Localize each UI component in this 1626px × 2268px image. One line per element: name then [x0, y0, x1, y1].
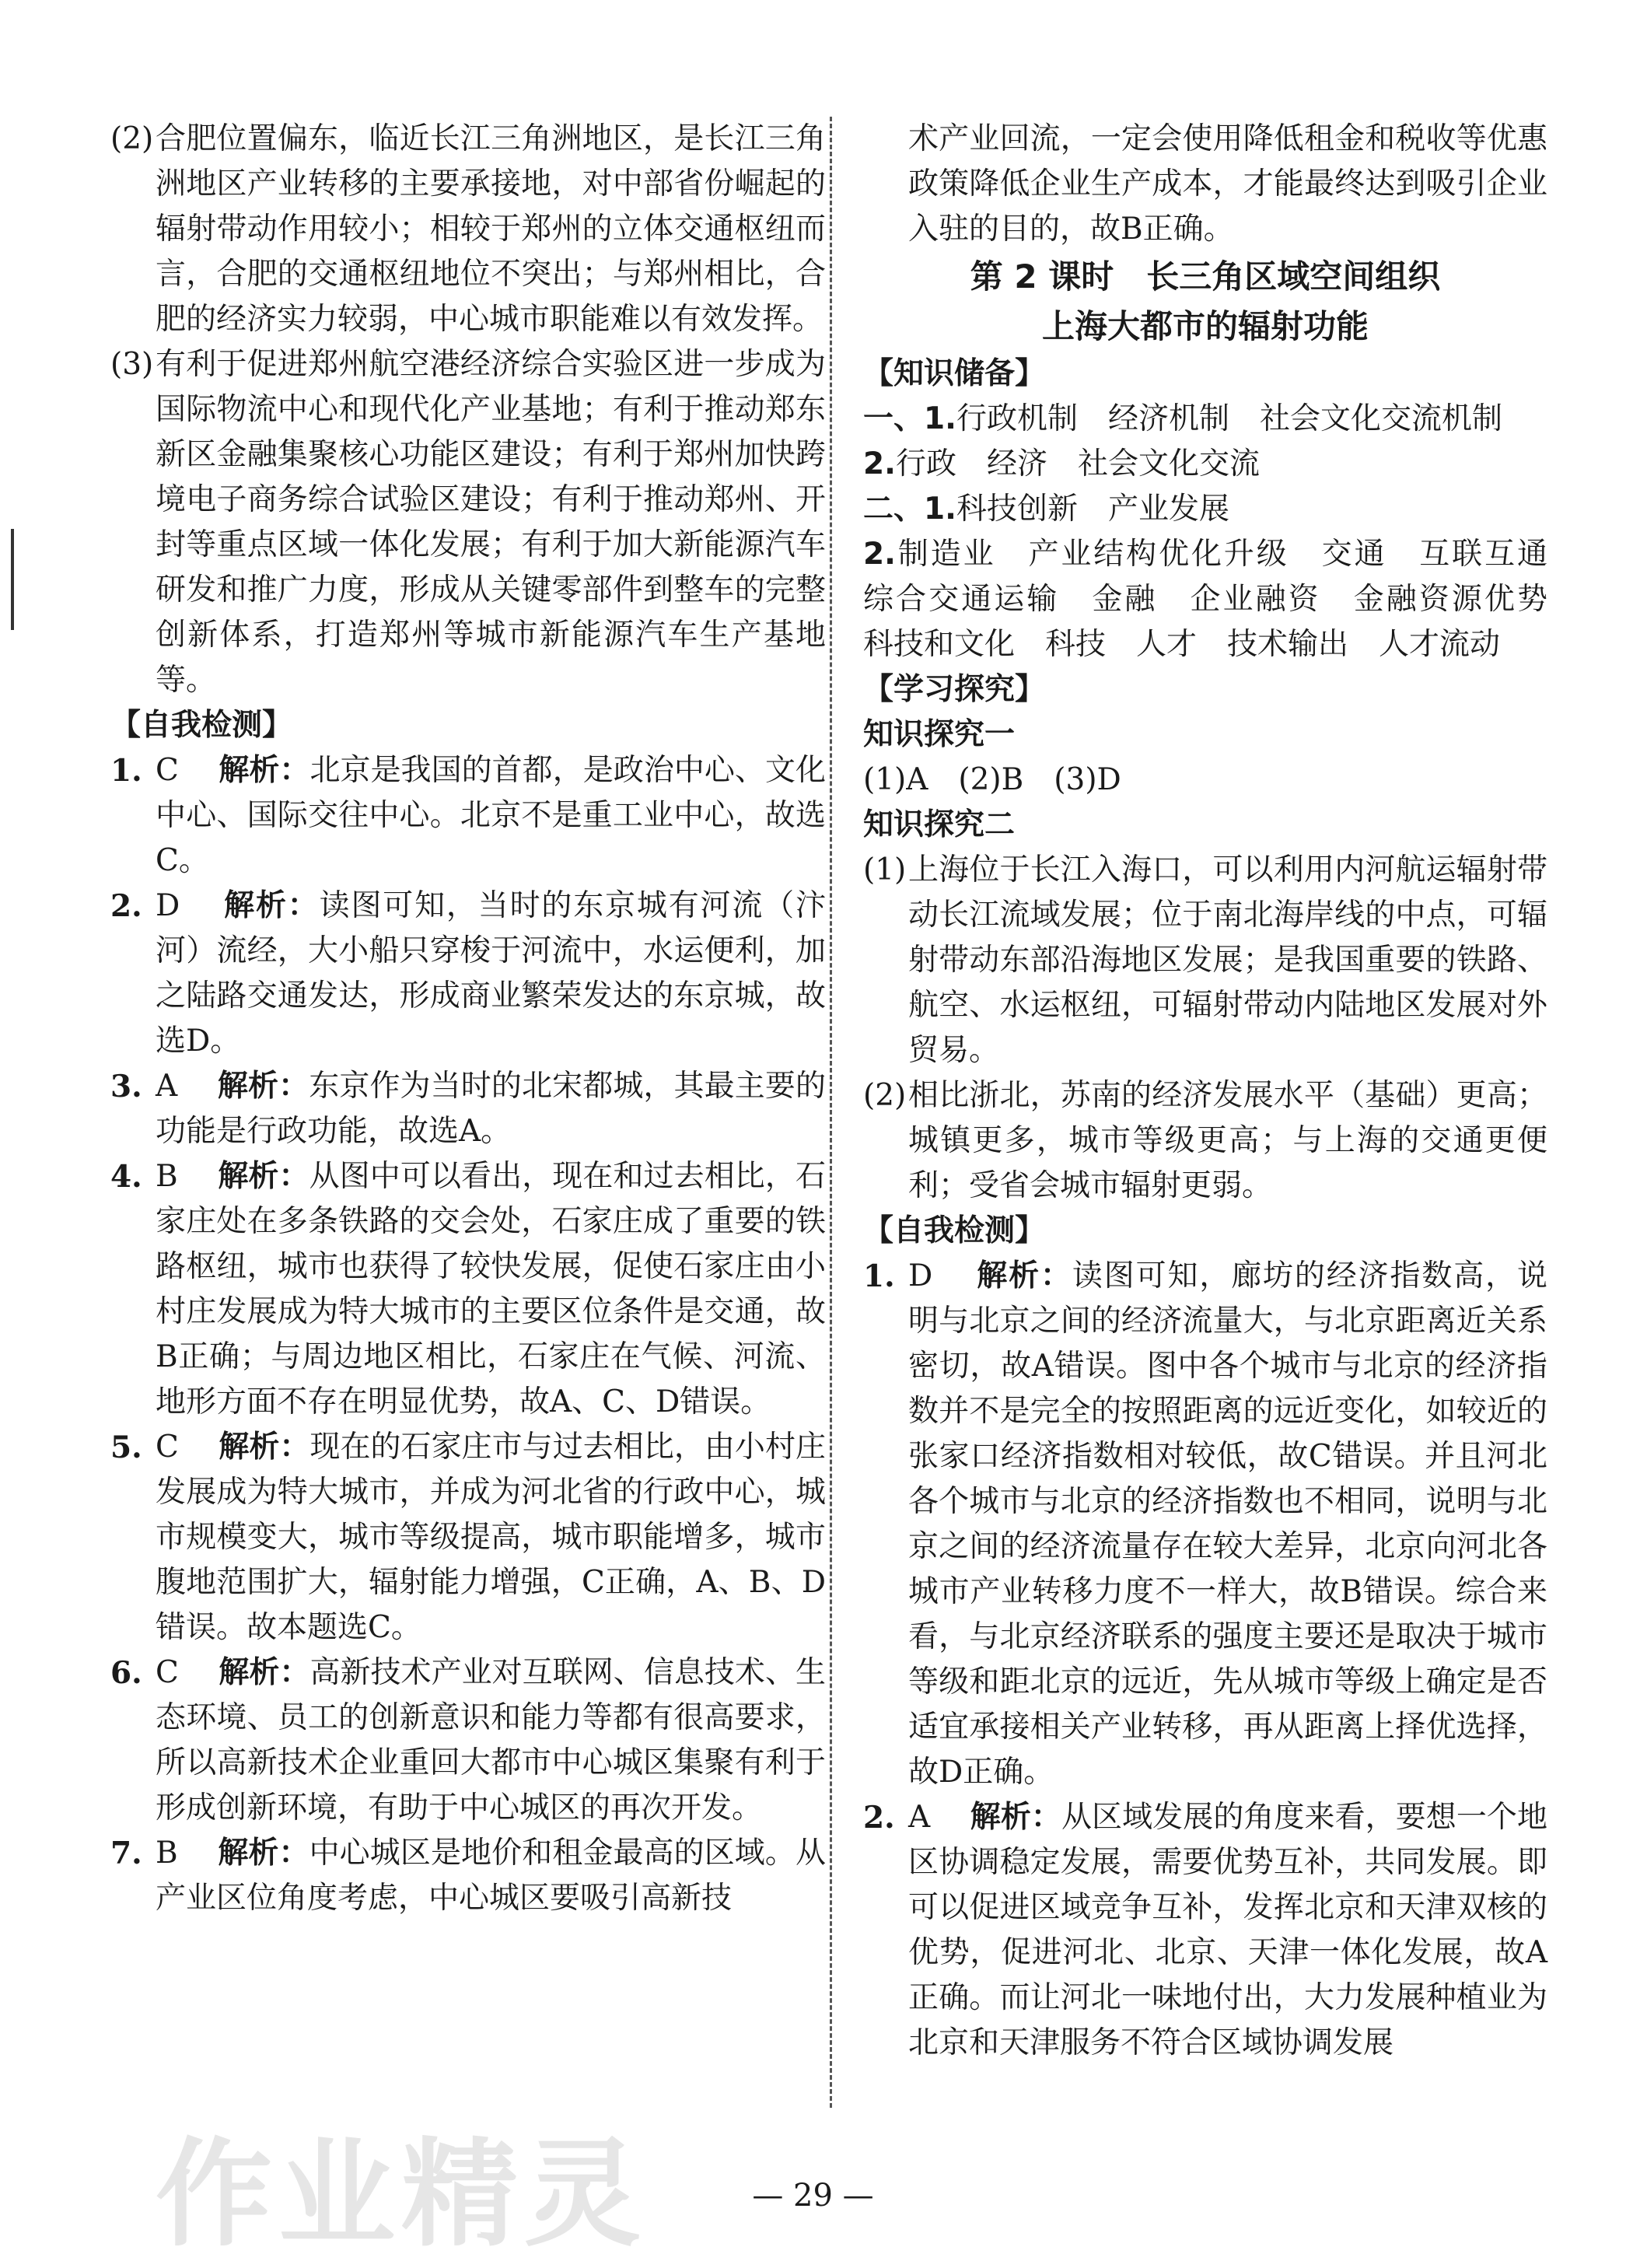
analysis-text: 读图可知，廊坊的经济指数高，说明与北京之间的经济流量大，与北京距离近关系密切，故A错误。图中各个城市与北京的经济指数并不是完全的按照距离的远近变化，如较近的张家口经济指数相对较低，故C错误。并且河北各个城市与北京的经济指数也不相同，说明与北京之间的经济流量存在较大差异，北京向河北各城市产业转移力度不一样大，故B错误。综合来看，与北京经济联系的强度主要还是取决于城市等级和距北京的远近，先从城市等级上确定是否适宜承接相关产业转移，再从距离上择优选择，故D正确。	[908, 1258, 1547, 1790]
answer-number: 4.	[110, 1159, 142, 1195]
continued-analysis	[863, 117, 1547, 252]
explore2-heading: 知识探究二	[863, 807, 1016, 842]
continued-text: 术产业回流，一定会使用降低租金和税收等优惠政策降低企业生产成本，才能最终达到吸引企业入驻的目的，故B正确。	[908, 121, 1547, 247]
analysis-label: 解析：	[217, 1069, 309, 1104]
answer-q3	[110, 342, 826, 703]
answer-number: 1.	[110, 753, 142, 789]
analysis-label: 解析：	[219, 1655, 310, 1690]
analysis-text: 高新技术产业对互联网、信息技术、生态环境、员工的创新意识和能力等都有很高要求，所以高新技术企业重回大都市中心城区集聚有利于形成创新环境，有助于中心城区的再次开发。	[156, 1655, 826, 1825]
item-label: (3)	[110, 347, 154, 382]
knowledge-line	[863, 442, 1547, 487]
answer-q2	[110, 117, 826, 342]
lesson-title-line2: 上海大都市的辐射功能	[1041, 307, 1369, 345]
answer-choice: D	[156, 888, 180, 923]
answer-number: 3.	[110, 1069, 142, 1104]
answer-choice: C	[156, 753, 179, 788]
answer-item	[110, 884, 826, 1064]
analysis-label: 解析：	[977, 1258, 1072, 1293]
explore1-answers: (1)A (2)B (3)D	[863, 762, 1121, 797]
analysis-label: 解析：	[218, 1159, 309, 1194]
analysis-text: 从区域发展的角度来看，要想一个地区协调稳定发展，需要优势互补，共同发展。即可以促进区域竞争互补，发挥北京和天津双核的优势，促进河北、北京、天津一体化发展，故A正确。而让河北一味地付出，大力发展种植业为北京和天津服务不符合区域协调发展	[908, 1800, 1547, 2060]
knowledge-line	[863, 532, 1579, 667]
explore2-item	[863, 1073, 1547, 1209]
knowledge-prefix: 2.	[863, 446, 896, 481]
lesson-title-line1: 第 2 课时 长三角区域空间组织	[970, 257, 1441, 296]
answer-number: 5.	[110, 1430, 142, 1465]
item-label: (2)	[863, 1078, 907, 1113]
answer-number: 6.	[110, 1655, 142, 1691]
analysis-text: 读图可知，当时的东京城有河流（汴河）流经，大小船只穿梭于河流中，水运便利，加之陆路交通发达，形成商业繁荣发达的东京城，故选D。	[156, 888, 826, 1059]
knowledge-text: 科技创新 产业发展	[956, 492, 1229, 527]
watermark: 作业精灵	[156, 2127, 648, 2263]
explore2-item	[863, 848, 1547, 1073]
analysis-text: 从图中可以看出，现在和过去相比，石家庄处在多条铁路的交会处，石家庄成了重要的铁路枢纽，城市也获得了较快发展，促使石家庄由小村庄发展成为特大城市的主要区位条件是交通，故B正确；与周边地区相比，石家庄在气候、河流、地形方面不存在明显优势，故A、C、D错误。	[156, 1159, 826, 1419]
item-text: 合肥位置偏东，临近长江三角洲地区，是长江三角洲地区产业转移的主要承接地，对中部省份崛起的辐射带动作用较小；相较于郑州的立体交通枢纽而言，合肥的交通枢纽地位不突出；与郑州相比，合肥的经济实力较弱，中心城市职能难以有效发挥。	[156, 121, 826, 337]
column-divider	[830, 117, 832, 2108]
answer-item	[110, 1831, 826, 1921]
knowledge-text: 制造业 产业结构优化升级 交通 互联互通 综合交通运输 金融 企业融资 金融资源优势 科技和文化 科技 人才 技术输出 人才流动	[863, 537, 1579, 662]
analysis-label: 解析：	[970, 1800, 1061, 1835]
knowledge-text: 行政 经济 社会文化交流	[895, 446, 1260, 481]
answer-choice: B	[156, 1836, 178, 1871]
answer-item	[110, 1154, 826, 1425]
answer-item	[110, 1064, 826, 1154]
item-label: (1)	[863, 852, 907, 887]
explore1-heading: 知识探究一	[863, 717, 1016, 752]
answer-item	[863, 1795, 1547, 2066]
answer-choice: C	[156, 1655, 179, 1690]
analysis-label: 解析：	[218, 1836, 309, 1871]
answer-item	[110, 1425, 826, 1650]
knowledge-prefix: 一、1.	[863, 401, 956, 436]
answer-choice: A	[908, 1800, 931, 1835]
knowledge-prefix: 二、1.	[863, 492, 956, 527]
answer-item	[110, 1650, 826, 1831]
page-number: — 29 —	[752, 2178, 874, 2214]
answer-choice: B	[156, 1159, 178, 1194]
knowledge-text: 行政机制 经济机制 社会文化交流机制	[956, 401, 1502, 436]
self-check-heading: 【自我检测】	[110, 708, 293, 743]
answer-item	[110, 748, 826, 884]
answer-choice: A	[156, 1069, 178, 1104]
item-text: 相比浙北，苏南的经济发展水平（基础）更高；城镇更多，城市等级更高；与上海的交通更便利；受省会城市辐射更弱。	[908, 1078, 1547, 1203]
answer-choice: D	[908, 1258, 933, 1293]
margin-mark	[11, 529, 14, 630]
answer-item	[863, 1254, 1547, 1795]
knowledge-line	[863, 487, 1547, 532]
item-label: (2)	[110, 121, 154, 156]
analysis-text: 现在的石家庄市与过去相比，由小村庄发展成为特大城市，并成为河北省的行政中心，城市规模变大，城市等级提高，城市职能增多，城市腹地范围扩大，辐射能力增强，C正确，A、B、D错误。故本题选C。	[156, 1430, 826, 1645]
answer-number: 7.	[110, 1836, 142, 1871]
answer-number: 1.	[863, 1258, 895, 1294]
analysis-text: 东京作为当时的北宋都城，其最主要的功能是行政功能，故选A。	[156, 1069, 826, 1149]
study-heading: 【学习探究】	[863, 672, 1046, 707]
analysis-label: 解析：	[219, 1430, 310, 1465]
analysis-text: 中心城区是地价和租金最高的区域。从产业区位角度考虑，中心城区要吸引高新技	[156, 1836, 826, 1916]
item-text: 有利于促进郑州航空港经济综合实验区进一步成为国际物流中心和现代化产业基地；有利于推动郑东新区金融集聚核心功能区建设；有利于郑州加快跨境电子商务综合试验区建设；有利于推动郑州、开封等重点区域一体化发展；有利于加大新能源汽车研发和推广力度，形成从关键零部件到整车的完整创新体系，打造郑州等城市新能源汽车生产基地等。	[156, 347, 826, 698]
right-column	[863, 117, 1579, 2066]
answer-number: 2.	[110, 888, 142, 924]
analysis-label: 解析：	[224, 888, 320, 923]
item-text: 上海位于长江入海口，可以利用内河航运辐射带动长江流域发展；位于南北海岸线的中点，可辐射带动东部沿海地区发展；是我国重要的铁路、航空、水运枢纽，可辐射带动内陆地区发展对外贸易。	[908, 852, 1547, 1068]
answer-choice: C	[156, 1430, 179, 1465]
analysis-text: 北京是我国的首都，是政治中心、文化中心、国际交往中心。北京不是重工业中心，故选C。	[156, 753, 826, 878]
left-column	[110, 117, 826, 1921]
knowledge-heading: 【知识储备】	[863, 356, 1046, 391]
self-check-heading: 【自我检测】	[863, 1213, 1046, 1248]
knowledge-prefix: 2.	[863, 537, 896, 572]
analysis-label: 解析：	[219, 753, 310, 788]
answer-number: 2.	[863, 1800, 895, 1836]
knowledge-line	[863, 397, 1547, 442]
